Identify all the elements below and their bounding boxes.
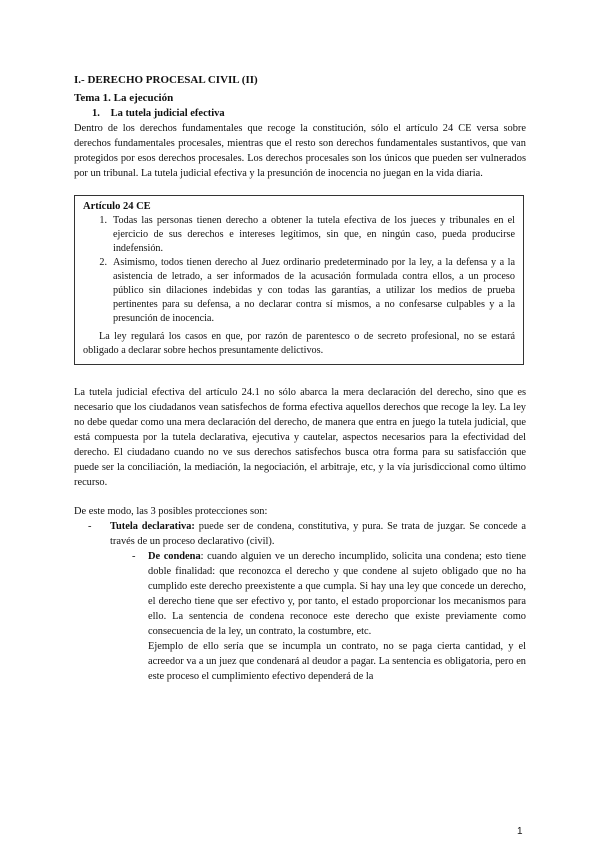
subbullet-de-condena [132, 549, 526, 639]
article-item-text: Asimismo, todos tienen derecho al Juez ordinario predeterminado por la ley, a la defensa y a la asistencia de letrado, a ser informados de la acusación formulada contra ellos, a un proceso público sin dilaciones indebidas y con todas las garantías, a utilizar los medios de prueba pertinentes para su defensa, a no declarar contra sí mismos, a no confesarse culpables y a la presunción de inocencia. [113, 257, 515, 324]
article-note: La ley regulará los casos en que, por razón de parentesco o de secreto profesional, no se estará obligado a declarar sobre hechos presuntamente delictivos. [83, 331, 515, 356]
page-content [74, 73, 526, 684]
subbullet-body: : cuando alguien ve un derecho incumplido, solicita una condena; esto tiene doble finalidad: que reconozca el derecho y que condene al sujeto obligado que no ha cumplido este derecho preexistente a que cumpla. Si hay una ley que concede un derecho, el derecho tiene que ser efectivo y, por tanto, el estado proporcionar los mecanismos para ello. La sentencia de condena reconoce este derecho que existe previamente como consecuencia de la ley, un contrato, la costumbre, etc. [148, 551, 526, 637]
example-paragraph: Ejemplo de ello sería que se incumpla un contrato, no se paga cierta cantidad, y el acreedor va a un juez que condenará al deudor a pagar. La sentencia es obligatoria, pero en este proceso el cumplimiento efectivo dependerá de la [148, 641, 526, 682]
bullet-dash: - [88, 521, 92, 532]
article-24-box [74, 195, 524, 365]
bullet-tutela-declarativa [88, 519, 526, 549]
section-label: La tutela judicial efectiva [110, 108, 225, 119]
document-title: I.- DERECHO PROCESAL CIVIL (II) [74, 74, 258, 86]
page-number: 1 [517, 826, 523, 837]
bullet-text [110, 519, 526, 549]
article-box-title: Artículo 24 CE [83, 201, 151, 212]
article-item [83, 214, 515, 256]
tema-heading: Tema 1. La ejecución [74, 92, 174, 104]
section-heading [92, 106, 526, 121]
article-item-number: 2. [99, 257, 107, 268]
article-item-text: Todas las personas tienen derecho a obtener la tutela efectiva de los jueces y tribunales en el ejercicio de sus derechos e intereses legítimos, sin que, en ningún caso, pueda producirse indefensión. [113, 215, 515, 254]
tutela-paragraph: La tutela judicial efectiva del artículo 24.1 no sólo abarca la mera declaración del derecho, sino que es necesario que los ciudadanos vean satisfechos de forma efectiva aquellos derechos que recoge la ley. La ley no debe quedar como una mera declaración del derecho, de manera que entra en juego la tutela judicial, que está compuesta por la tutela declarativa, ejecutiva y cautelar, aspectos necesarios para la efectividad del derecho. El ciudadano cuando no ve sus derechos satisfechos busca otra forma para su satisfacción que puede ser la conciliación, la mediación, la negociación, el arbitraje, etc, y la vía jurisdiccional como último recurso. [74, 387, 526, 488]
bullet-bold-label: Tutela declarativa: [110, 521, 195, 532]
subbullet-text [148, 549, 526, 639]
subbullet-bold-label: De condena [148, 551, 201, 562]
article-item-number: 1. [99, 215, 107, 226]
intro-paragraph: Dentro de los derechos fundamentales que recoge la constitución, sólo el artículo 24 CE versa sobre derechos fundamentales procesales, mientras que el resto son derechos fundamentales sustantivos, que van protegidos por esos derechos procesales. Los derechos procesales son los únicos que pueden ser vulnerados por un tribunal. La tutela judicial efectiva y la presunción de inocencia no juegan en la vida diaria. [74, 123, 526, 179]
bullet-body: puede ser de condena, constitutiva, y pura. Se trata de juzgar. Se concede a través de un proceso declarativo (civil). [110, 521, 526, 547]
article-list [83, 214, 515, 326]
protecciones-intro: De este modo, las 3 posibles protecciones son: [74, 506, 268, 517]
section-number: 1. [92, 108, 100, 119]
subbullet-dash: - [132, 551, 136, 562]
article-item [83, 256, 515, 326]
